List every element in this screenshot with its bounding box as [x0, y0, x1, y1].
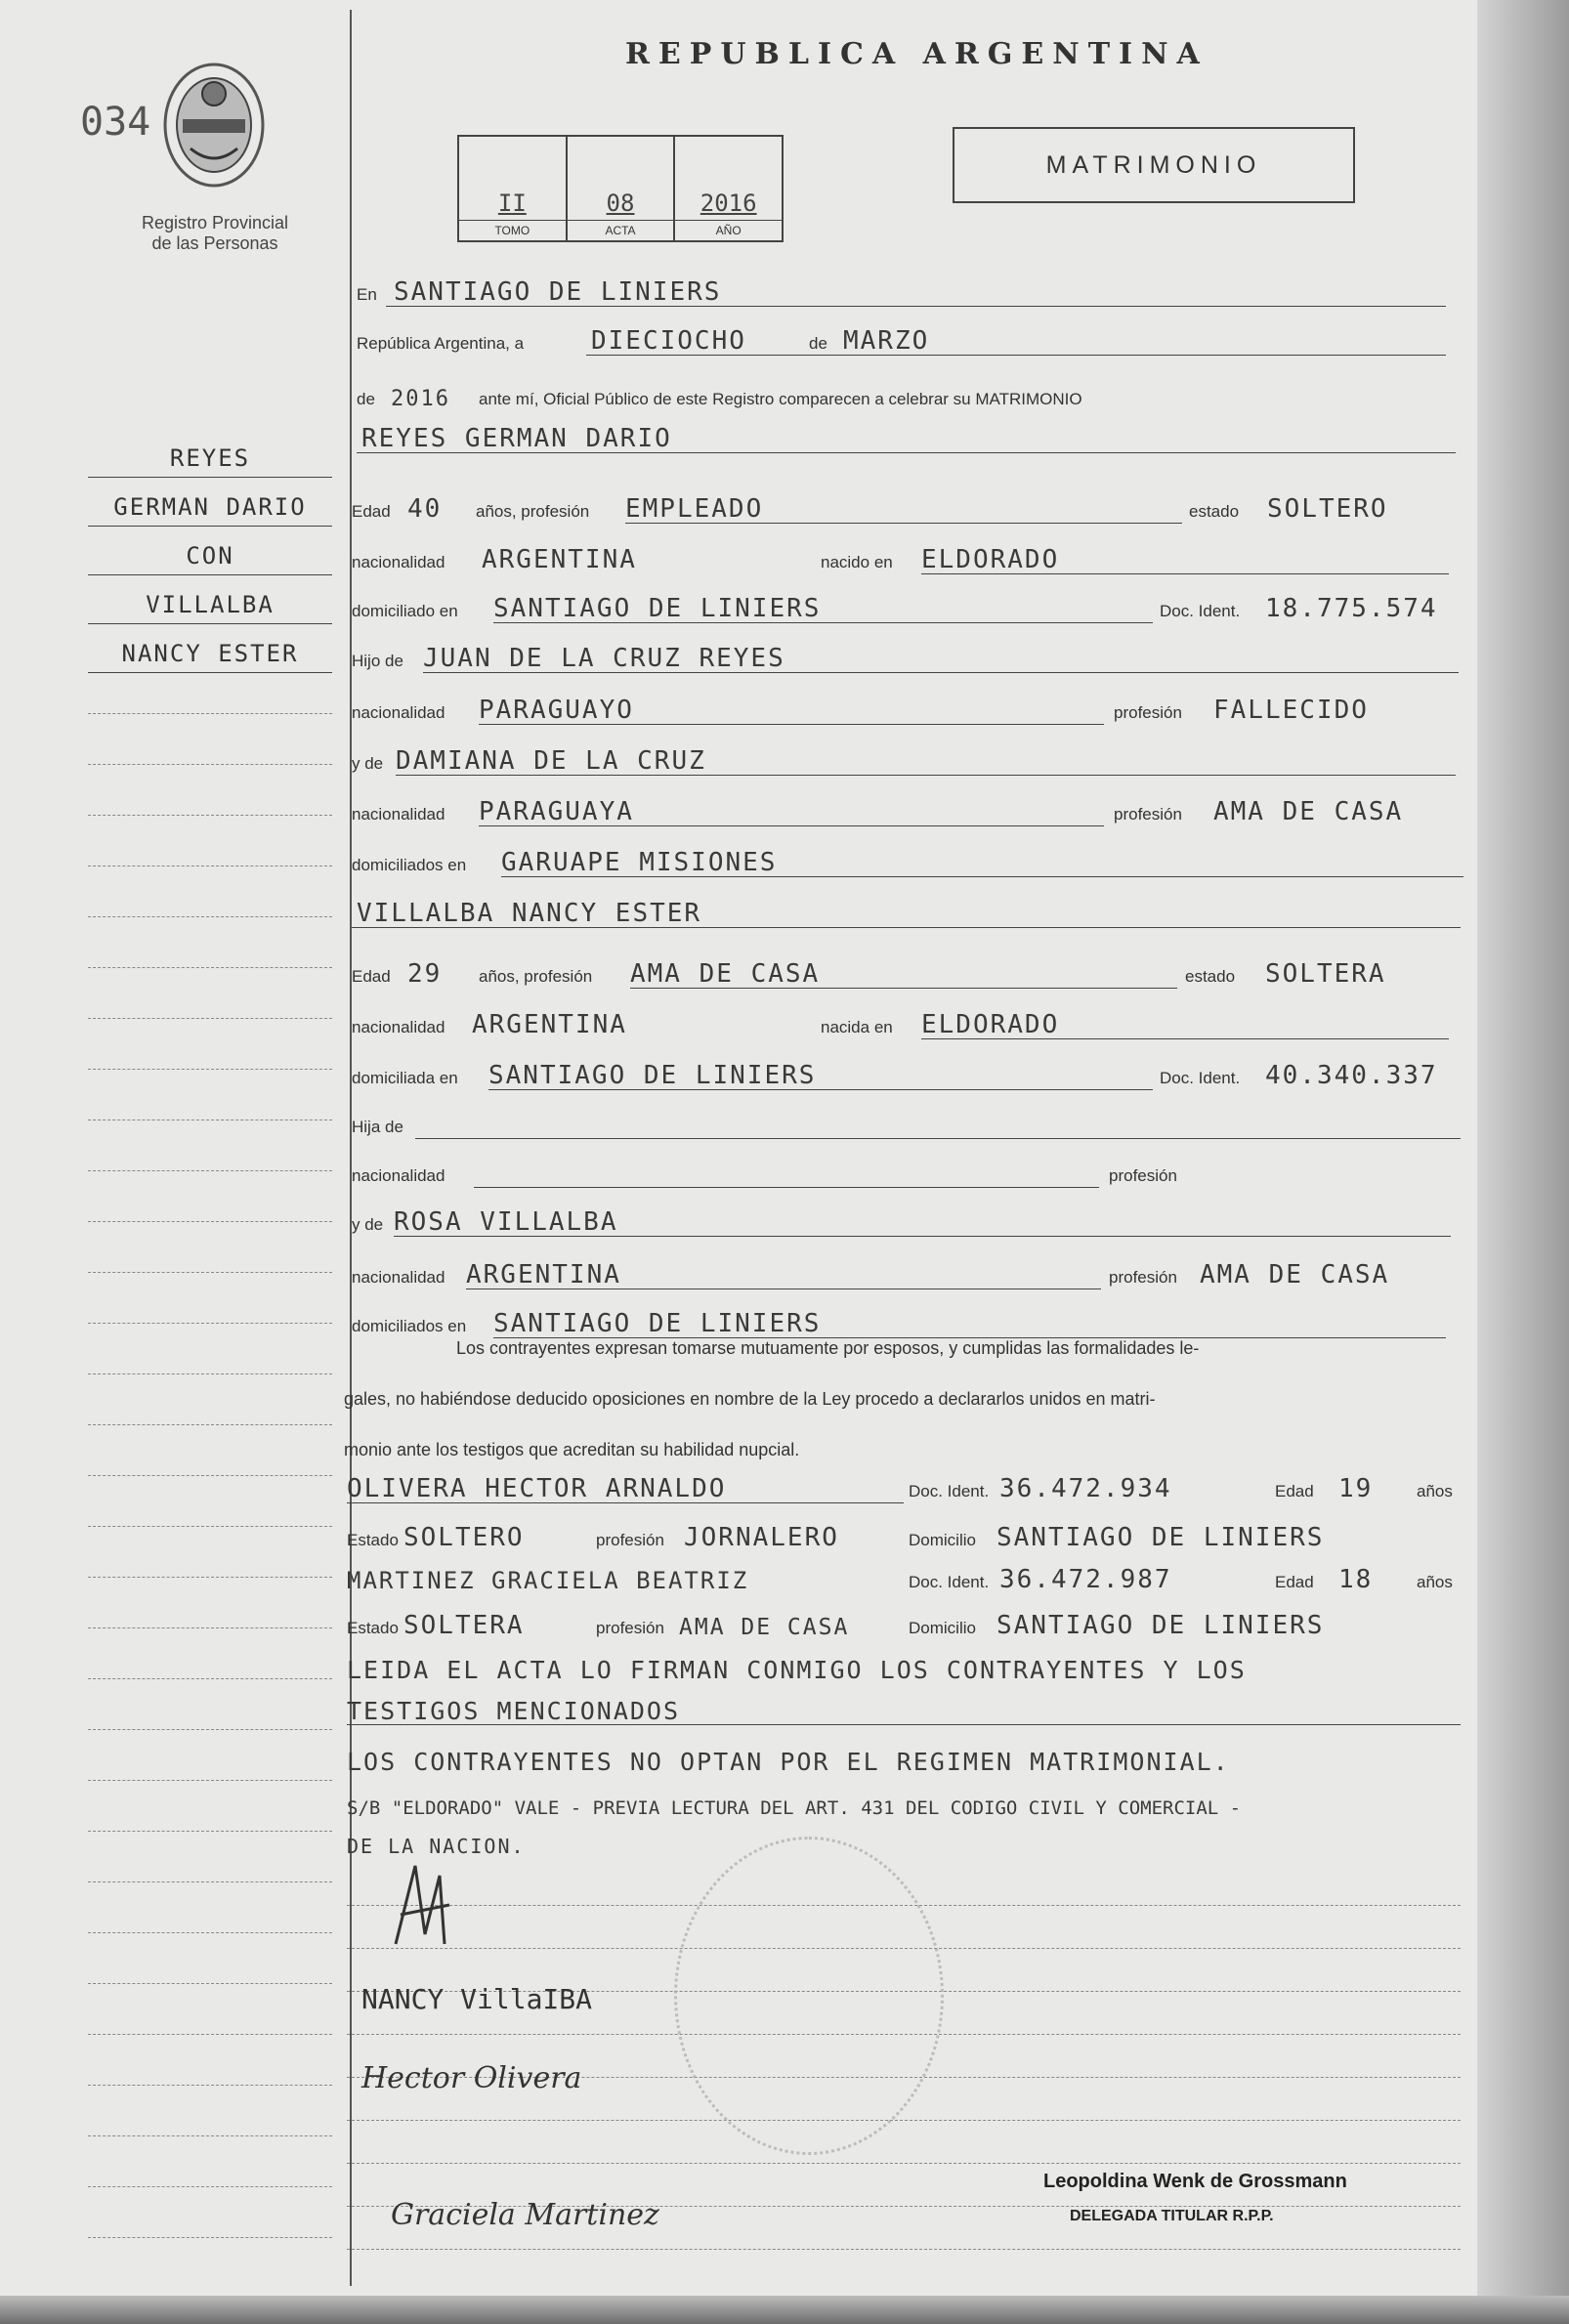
- bride-name: VILLALBA NANCY ESTER: [357, 899, 702, 928]
- acta-label: ACTA: [568, 220, 674, 240]
- ano-label: AÑO: [675, 220, 782, 240]
- underline: [474, 1187, 1099, 1188]
- label-domicilio: Domicilio: [909, 1531, 976, 1549]
- row-groom-address: [347, 588, 1461, 627]
- groom-name: REYES GERMAN DARIO: [361, 424, 672, 453]
- official-seal: [674, 1837, 944, 2155]
- groom-profession: EMPLEADO: [625, 494, 764, 524]
- witness1-doc: 36.472.934: [999, 1474, 1172, 1503]
- page-edge-bottom: [0, 2296, 1569, 2324]
- tomo-label: TOMO: [459, 220, 566, 240]
- margin-ruled-line: [88, 1424, 332, 1425]
- witness2-address: SANTIAGO DE LINIERS: [997, 1611, 1325, 1640]
- margin-ruled-line: [88, 2135, 332, 2136]
- label-comparecen: ante mí, Oficial Público de este Registro comparecen a celebrar su MATRIMONIO: [479, 390, 1082, 408]
- label-edad-short: Edad: [1275, 1573, 1314, 1591]
- label-doc-ident: Doc. Ident.: [1160, 1069, 1241, 1087]
- margin-ruled-line: [88, 2034, 332, 2035]
- groom-birthplace: ELDORADO: [921, 545, 1060, 574]
- label-nacionalidad: nacionalidad: [352, 1268, 445, 1287]
- underline: [586, 355, 1446, 356]
- witness1-name: OLIVERA HECTOR ARNALDO: [347, 1474, 727, 1503]
- row-bride-father-nat: [347, 1153, 1461, 1192]
- margin-entry: GERMAN DARIO: [113, 493, 307, 521]
- witness2-status: SOLTERA: [403, 1611, 525, 1640]
- label-edad: Edad: [352, 967, 391, 986]
- groom-mother-profession: AMA DE CASA: [1213, 797, 1404, 826]
- underline: [394, 1236, 1451, 1237]
- row-groom-father: [347, 638, 1461, 677]
- row-groom-name: [347, 418, 1461, 457]
- bride-status: SOLTERA: [1265, 959, 1386, 989]
- page-title: REPUBLICA ARGENTINA: [625, 37, 1209, 71]
- registry-line-2: de las Personas: [151, 233, 278, 253]
- row-note-2: [347, 1690, 1461, 1729]
- registry-name: [107, 213, 322, 254]
- margin-entry: NANCY ESTER: [121, 640, 299, 667]
- document-type-box: [953, 127, 1355, 203]
- label-profesion: profesión: [1114, 805, 1182, 824]
- body-ruled-line: [347, 2163, 1461, 2164]
- row-bride-father: [347, 1104, 1461, 1143]
- acta-value: 08: [606, 190, 635, 217]
- row-date: [347, 320, 1461, 359]
- witness2-name: MARTINEZ GRACIELA BEATRIZ: [347, 1567, 749, 1594]
- witness2-profession: AMA DE CASA: [679, 1615, 850, 1640]
- acta-cell: [568, 137, 676, 240]
- registry-line-1: Registro Provincial: [141, 213, 289, 232]
- row-year: [347, 376, 1461, 415]
- witness2-age: 18: [1338, 1565, 1374, 1594]
- margin-ruled-line: [88, 2237, 332, 2238]
- row-bride-name: [347, 893, 1461, 932]
- groom-mother: DAMIANA DE LA CRUZ: [396, 746, 706, 776]
- note-line-1: LEIDA EL ACTA LO FIRMAN CONMIGO LOS CONTRAYENTES Y LOS: [347, 1656, 1247, 1684]
- label-edad: Edad: [352, 502, 391, 521]
- row-note-3: [347, 1741, 1461, 1780]
- margin-ruled-line: [88, 916, 332, 917]
- label-nacido-en: nacido en: [821, 553, 893, 571]
- label-profesion: profesión: [1109, 1166, 1177, 1185]
- label-anos: años: [1417, 1482, 1453, 1500]
- underline: [347, 1502, 904, 1503]
- margin-ruled-line: [88, 1678, 332, 1679]
- row-bride-mother-nat: [347, 1254, 1461, 1293]
- bride-address: SANTIAGO DE LINIERS: [488, 1061, 817, 1090]
- note-line-5: DE LA NACION.: [347, 1835, 526, 1858]
- label-y-de: y de: [352, 754, 384, 773]
- label-estado: estado: [1185, 967, 1236, 986]
- margin-ruled-line: [88, 1475, 332, 1476]
- row-groom-mother-nat: [347, 791, 1461, 830]
- underline: [488, 1089, 1153, 1090]
- row-note-5: [347, 1823, 1461, 1862]
- row-bride-parents-address: [347, 1303, 1461, 1342]
- margin-ruled-line: [88, 1780, 332, 1781]
- label-hija-de: Hija de: [352, 1118, 403, 1136]
- bride-age: 29: [407, 959, 443, 989]
- underline: [479, 825, 1104, 826]
- margin-entry: VILLALBA: [146, 591, 275, 618]
- label-republica: República Argentina, a: [357, 334, 525, 353]
- act-day: DIECIOCHO: [591, 326, 746, 356]
- underline: [347, 1724, 1461, 1725]
- underline: [386, 306, 1446, 307]
- label-nacida-en: nacida en: [821, 1018, 893, 1036]
- bride-mother-profession: AMA DE CASA: [1200, 1260, 1390, 1289]
- label-estado: estado: [1189, 502, 1240, 521]
- bride-parents-address: SANTIAGO DE LINIERS: [493, 1309, 822, 1338]
- row-note-1: [347, 1649, 1461, 1688]
- label-nacionalidad: nacionalidad: [352, 1018, 445, 1036]
- label-domicilio: Domicilio: [909, 1619, 976, 1637]
- label-nacionalidad: nacionalidad: [352, 553, 445, 571]
- margin-entry: CON: [186, 542, 234, 570]
- document-type: MATRIMONIO: [1045, 150, 1262, 179]
- underline: [921, 573, 1449, 574]
- label-de-year: de: [357, 390, 375, 408]
- note-line-2: TESTIGOS MENCIONADOS: [347, 1697, 681, 1725]
- groom-signature-scribble: [386, 1856, 464, 1954]
- act-place: SANTIAGO DE LINIERS: [394, 277, 722, 307]
- underline: [479, 724, 1104, 725]
- margin-ruled-line: [88, 2186, 332, 2187]
- ano-value: 2016: [700, 190, 757, 217]
- label-estado-cap: Estado: [347, 1619, 399, 1637]
- bride-mother: ROSA VILLALBA: [394, 1207, 618, 1237]
- label-nacionalidad: nacionalidad: [352, 805, 445, 824]
- label-domiciliados-en: domiciliados en: [352, 1317, 467, 1335]
- witness1-address: SANTIAGO DE LINIERS: [997, 1523, 1325, 1552]
- underline: [396, 775, 1456, 776]
- bride-birthplace: ELDORADO: [921, 1010, 1060, 1039]
- declaration-line-1: Los contrayentes expresan tomarse mutuamente por esposos, y cumplidas las formalidades le-: [456, 1338, 1200, 1358]
- margin-line: [88, 574, 332, 575]
- margin-ruled-line: [88, 1729, 332, 1730]
- margin-ruled-line: [88, 1983, 332, 1984]
- row-note-4: [347, 1784, 1461, 1823]
- row-bride-age: [347, 953, 1461, 993]
- row-bride-address: [347, 1055, 1461, 1094]
- margin-ruled-line: [88, 1272, 332, 1273]
- groom-address: SANTIAGO DE LINIERS: [493, 594, 822, 623]
- row-bride-nationality: [347, 1004, 1461, 1043]
- label-anos-profesion: años, profesión: [476, 502, 590, 521]
- margin-line: [88, 526, 332, 527]
- row-bride-mother: [347, 1202, 1461, 1241]
- official-name: Leopoldina Wenk de Grossmann: [1043, 2171, 1347, 2192]
- margin-line: [88, 623, 332, 624]
- underline: [630, 988, 1177, 989]
- witness1-status: SOLTERO: [403, 1523, 525, 1552]
- label-profesion: profesión: [596, 1531, 664, 1549]
- row-groom-parents-address: [347, 842, 1461, 881]
- margin-ruled-line: [88, 1221, 332, 1222]
- margin-ruled-line: [88, 2085, 332, 2086]
- label-doc-ident: Doc. Ident.: [909, 1482, 990, 1500]
- label-anos: años: [1417, 1573, 1453, 1591]
- coat-of-arms-emblem: [161, 61, 267, 190]
- tomo-value: II: [497, 190, 527, 217]
- margin-ruled-line: [88, 1831, 332, 1832]
- margin-line: [88, 672, 332, 673]
- row-groom-father-nat: [347, 690, 1461, 729]
- row-witness1-name: [347, 1468, 1461, 1507]
- label-anos-profesion: años, profesión: [479, 967, 593, 986]
- row-groom-mother: [347, 740, 1461, 780]
- bride-mother-nationality: ARGENTINA: [466, 1260, 621, 1289]
- bride-signature: NANCY VillaIBA: [361, 1983, 593, 2015]
- label-en: En: [357, 285, 377, 304]
- groom-age: 40: [407, 494, 443, 524]
- margin-ruled-line: [88, 1323, 332, 1324]
- row-witness2-details: [347, 1605, 1461, 1644]
- witness2-signature: Graciela Martinez: [391, 2198, 659, 2232]
- label-edad-short: Edad: [1275, 1482, 1314, 1500]
- underline: [625, 523, 1182, 524]
- witness1-age: 19: [1338, 1474, 1374, 1503]
- margin-ruled-line: [88, 1627, 332, 1628]
- label-y-de: y de: [352, 1215, 384, 1234]
- bride-nationality: ARGENTINA: [472, 1010, 627, 1039]
- official-title: DELEGADA TITULAR R.P.P.: [1070, 2208, 1274, 2224]
- underline: [423, 672, 1459, 673]
- label-hijo-de: Hijo de: [352, 652, 403, 670]
- witness1-profession: JORNALERO: [684, 1523, 839, 1552]
- label-profesion: profesión: [596, 1619, 664, 1637]
- row-place: [347, 272, 1461, 311]
- witness2-doc: 36.472.987: [999, 1565, 1172, 1594]
- groom-father-profession: FALLECIDO: [1213, 696, 1369, 725]
- underline: [415, 1138, 1461, 1139]
- margin-entry: REYES: [169, 444, 251, 472]
- groom-doc: 18.775.574: [1265, 594, 1438, 623]
- page-edge-right: [1477, 0, 1569, 2324]
- tomo-cell: [459, 137, 568, 240]
- bride-doc: 40.340.337: [1265, 1061, 1438, 1090]
- groom-father-nationality: PARAGUAYO: [479, 696, 634, 725]
- groom-parents-address: GARUAPE MISIONES: [501, 848, 778, 877]
- groom-nationality: ARGENTINA: [482, 545, 637, 574]
- bride-profession: AMA DE CASA: [630, 959, 821, 989]
- margin-ruled-line: [88, 1932, 332, 1933]
- label-nacionalidad: nacionalidad: [352, 703, 445, 722]
- margin-ruled-line: [88, 815, 332, 816]
- underline: [501, 876, 1463, 877]
- groom-mother-nationality: PARAGUAYA: [479, 797, 634, 826]
- groom-status: SOLTERO: [1267, 494, 1388, 524]
- side-number: 034: [80, 100, 151, 145]
- label-nacionalidad: nacionalidad: [352, 1166, 445, 1185]
- body-ruled-line: [347, 2249, 1461, 2250]
- label-doc-ident: Doc. Ident.: [909, 1573, 990, 1591]
- underline: [921, 1038, 1449, 1039]
- witness1-signature: Hector Olivera: [361, 2061, 582, 2095]
- margin-ruled-line: [88, 1170, 332, 1171]
- note-line-3: LOS CONTRAYENTES NO OPTAN POR EL REGIMEN MATRIMONIAL.: [347, 1748, 1230, 1776]
- margin-ruled-line: [88, 764, 332, 765]
- margin-ruled-line: [88, 1577, 332, 1578]
- label-profesion: profesión: [1109, 1268, 1177, 1287]
- ano-cell: [675, 137, 782, 240]
- margin-line: [88, 477, 332, 478]
- underline: [357, 452, 1456, 453]
- declaration-line-3: monio ante los testigos que acreditan su habilidad nupcial.: [344, 1440, 800, 1459]
- underline: [352, 927, 1461, 928]
- row-groom-age: [347, 488, 1461, 528]
- label-profesion: profesión: [1114, 703, 1182, 722]
- row-witness2-name: [347, 1559, 1461, 1598]
- margin-ruled-line: [88, 1526, 332, 1527]
- margin-ruled-line: [88, 1018, 332, 1019]
- label-doc-ident: Doc. Ident.: [1160, 602, 1241, 620]
- volume-record-box: [457, 135, 784, 242]
- row-witness1-details: [347, 1517, 1461, 1556]
- margin-ruled-line: [88, 967, 332, 968]
- act-year: 2016: [391, 387, 450, 411]
- label-domiciliado-en: domiciliado en: [352, 602, 458, 620]
- body-ruled-line: [347, 2120, 1461, 2121]
- declaration-line-2: gales, no habiéndose deducido oposiciones en nombre de la Ley procedo a declararlos unidos en matri-: [344, 1389, 1156, 1409]
- margin-ruled-line: [88, 1881, 332, 1882]
- row-groom-nationality: [347, 539, 1461, 578]
- underline: [493, 622, 1153, 623]
- margin-ruled-line: [88, 1373, 332, 1374]
- label-de: de: [809, 334, 827, 353]
- note-line-4: S/B "ELDORADO" VALE - PREVIA LECTURA DEL ART. 431 DEL CODIGO CIVIL Y COMERCIAL -: [347, 1797, 1242, 1819]
- margin-ruled-line: [88, 713, 332, 714]
- margin-ruled-line: [88, 1069, 332, 1070]
- groom-father: JUAN DE LA CRUZ REYES: [423, 644, 785, 673]
- label-domiciliada-en: domiciliada en: [352, 1069, 458, 1087]
- act-month: MARZO: [843, 326, 930, 356]
- label-domiciliados-en: domiciliados en: [352, 856, 467, 874]
- label-estado-cap: Estado: [347, 1531, 399, 1549]
